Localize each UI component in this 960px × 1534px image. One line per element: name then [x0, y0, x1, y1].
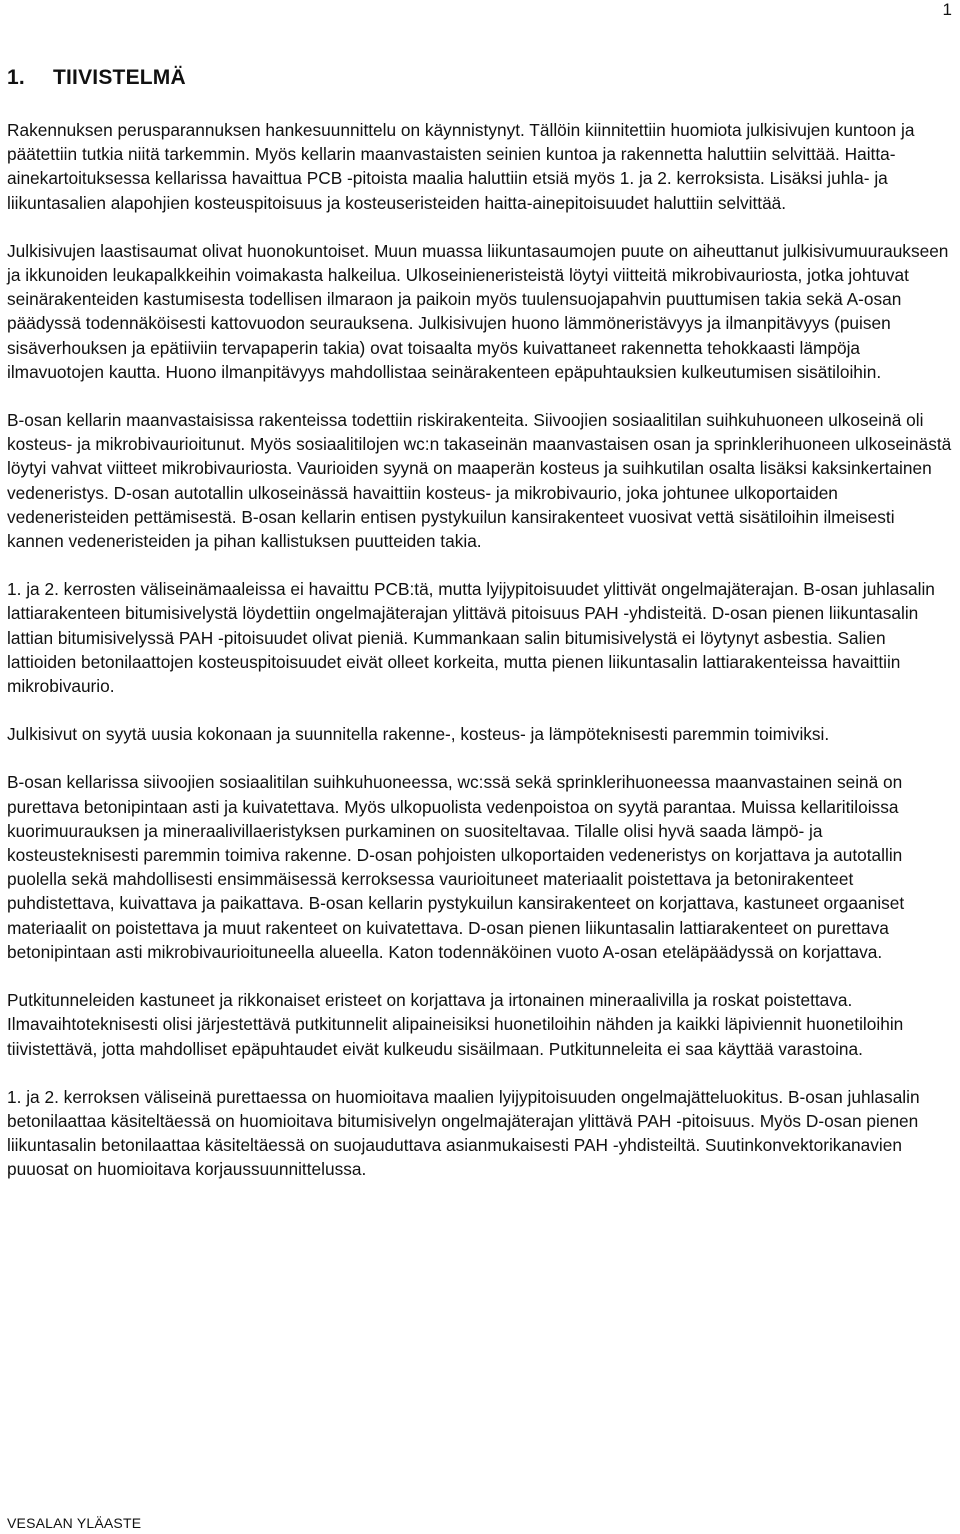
paragraph-basement: B-osan kellarin maanvastaisissa rakenteissa todettiin riskirakenteita. Siivoojien sosiaalitilan suihkuhuoneen ulkoseinä oli kosteus- ja mikrobivaurioitunut. Myös sosiaalitilojen wc:n takaseinän maanvastaisen osan ja sprinklerihuoneen ulkoseinästä löytyi vahvat viitteet mikrobivauriosta. Vaurioiden syynä on maaperän kosteus ja suihkutilan osalta lisäksi kaksinkertainen vedeneristys. D-osan autotallin ulkoseinässä havaittiin kosteus- ja mikrobivaurio, joka johtunee ulkoportaiden vedeneristeiden pettämisestä. B-osan kellarin entisen pystykuilun kansirakenteet vuosivat vettä sisätiloihin ilmeisesti kannen vedeneristeiden ja pihan kallistuksen puutteiden takia. — [7, 410, 952, 552]
paragraph-facade-renewal: Julkisivut on syytä uusia kokonaan ja suunnitella rakenne-, kosteus- ja lämpöteknisesti paremmin toimiviksi. — [7, 724, 830, 745]
paragraph-hazardous-materials: 1. ja 2. kerrosten väliseinämaaleissa ei havaittu PCB:tä, mutta lyijypitoisuudet ylittivät ongelmajäterajan. B-osan juhlasalin lattiarakenteen bitumisivelystä löydettiin ongelmajäterajan ylittävä pitoisuus PAH -yhdisteitä. D-osan pienen liikuntasalin lattian bitumisivelyssä PAH -pitoisuudet olivat pieniä. Kummankaan salin bitumisivelystä ei löytynyt asbestia. Salien lattioiden betonilaattojen kosteuspitoisuudet eivät olleet korkeita, mutta pienen liikuntasalin lattiarakenteissa havaittiin mikrobivaurio. — [7, 579, 935, 697]
summary-body — [7, 118, 952, 1206]
document-footer: VESALAN YLÄASTE — [7, 1515, 142, 1531]
paragraph-demolition-notes: 1. ja 2. kerroksen väliseinä purettaessa on huomioitava maalien lyijypitoisuuden ongelmajätteluokitus. B-osan juhlasalin betonilaattaa käsiteltäessä on huomioitava bitumisivelyn ongelmajäterajan ylittävä PAH -pitoisuus. Myös D-osan pienen liikuntasalin betonilaattaa käsiteltäessä on suojauduttava asianmukaisesti PAH -yhdisteiltä. Suutinkonvektorikanavien puuosat on huomioitava korjaussuunnittelussa. — [7, 1086, 920, 1180]
page-number: 1 — [942, 0, 952, 19]
section-title: TIIVISTELMÄ — [53, 66, 186, 89]
paragraph-intro: Rakennuksen perusparannuksen hankesuunnittelu on käynnistynyt. Tällöin kiinnitettiin huomiota julkisivujen kuntoon ja päätettiin tutkia niitä tarkemmin. Myös kellarin maanvastaisten seinien kuntoa ja rakennetta haluttiin selvittää. Haitta-ainekartoituksessa kellarissa havaittua PCB -pitoista maalia haluttiin etsiä myös 1. ja 2. kerroksista. Lisäksi juhla- ja liikuntasalien alapohjien kosteuspitoisuus ja kosteuseristeiden haitta-ainepitoisuudet haluttiin selvittää. — [7, 120, 915, 213]
paragraph-basement-repairs: B-osan kellarissa siivoojien sosiaalitilan suihkuhuoneessa, wc:ssä sekä sprinklerihuoneessa maanvastainen seinä on purettava betonipintaan asti ja kuivatettava. Myös ulkopuolista vedenpoistoa on syytä parantaa. Muissa kellaritiloissa kuorimuurauksen ja mineraalivillaeristyksen purkaminen on suositeltavaa. Tilalle olisi hyvä saada lämpö- ja kosteusteknisesti paremmin toimiva rakenne. D-osan pohjoisten ulkoportaiden vedeneristys on korjattava ja autotallin puolella sekä mahdollisesti ensimmäisessä kerroksessa vaurioituneet materiaalit poistettava ja betonirakenteet puhdistettava, kuivattava ja paikattava. B-osan kellarin pystykuilun kansirakenteet on korjattava, kastuneet orgaaniset materiaalit on poistettava ja muut rakenteet on kuivatettava. D-osan pienen liikuntasalin lattiarakenteet on purettava betonipintaan asti mikrobivaurioituneella alueella. Katon todennäköinen vuoto A-osan eteläpäädyssä on korjattava. — [7, 772, 905, 962]
section-heading — [7, 66, 186, 90]
paragraph-facades: Julkisivujen laastisaumat olivat huonokuntoiset. Muun muassa liikuntasaumojen puute on aiheuttanut julkisivumuuraukseen ja ikkunoiden leukapalkkeihin voimakasta halkeilua. Ulkoseinieneristeistä löytyi viitteitä mikrobivauriosta, jotka johtuvat seinärakenteiden kastumisesta todellisen ilmaraon ja paikoin myös tuulensuojapahvin puuttumisen takia sekä A-osan päädyssä todennäköisesti kattovuodon seurauksena. Julkisivujen huono lämmöneristävyys ja ilmanpitävyys (puisen sisäverhouksen ja epätiiviin tervapaperin takia) ovat toisaalta myös kuivattaneet rakennetta tehokkaasti lämpöja ilmavuotojen kautta. Huono ilmanpitävyys mahdollistaa seinärakenteen epäpuhtauksien kulkeutumisen sisätiloihin. — [7, 240, 949, 382]
section-number: 1. — [7, 66, 25, 89]
paragraph-pipe-tunnels: Putkitunneleiden kastuneet ja rikkonaiset eristeet on korjattava ja irtonainen mineraalivilla ja roskat poistettava. Ilmavaihtoteknisesti olisi järjestettävä putkitunnelit alipaineisiksi huonetiloihin nähden ja kaikki läpiviennit huonetiloihin tiivistettävä, jotta mahdolliset epäpuhtaudet eivät kulkeudu sisäilmaan. Putkitunneleita ei saa käyttää varastoina. — [7, 990, 904, 1059]
